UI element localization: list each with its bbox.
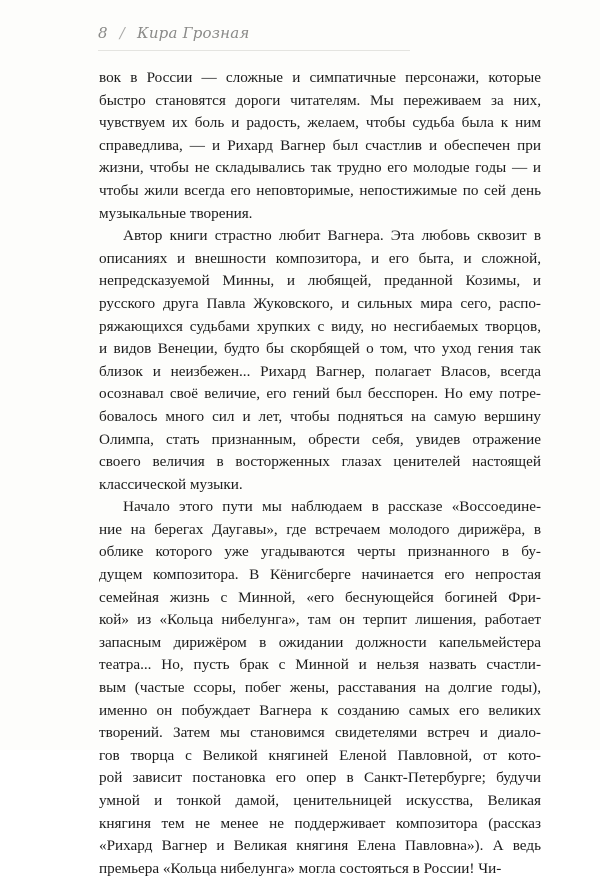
running-header <box>98 24 250 42</box>
text-line: чувствуем их боль и радость, желаем, чтобы судьба была к ним <box>99 114 541 132</box>
running-title: Кира Грозная <box>137 24 250 42</box>
page-number: 8 <box>98 24 108 42</box>
text-line: справедлива, — и Рихард Вагнер был счастлив и обеспечен при <box>99 136 541 154</box>
text-line: бовалось много сил и лет, чтобы подняться на самую вершину <box>99 407 541 425</box>
text-line: умной и тонкой дамой, ценительницей искусства, Великая <box>99 792 541 809</box>
text-line: премьера «Кольца нибелунга» могла состояться в России! Чи- <box>99 859 502 877</box>
text-line: вым (частые ссоры, побег жены, расставания на долгие годы), <box>99 679 541 697</box>
header-separator: / <box>119 24 126 42</box>
text-line: княгиня тем не менее не поддерживает композитора (рассказ <box>99 814 541 832</box>
text-line: гов творца с Великой княгиней Еленой Павловной, от кото- <box>99 746 541 764</box>
text-line: жизни, чтобы не складывались так трудно его молодые годы — и <box>99 159 541 177</box>
text-line: рой зависит постановка его опер в Санкт-Петербурге; будучи <box>99 769 541 787</box>
text-line: быстро становятся дороги читателям. Мы переживаем за них, <box>99 91 541 109</box>
text-line: «Рихард Вагнер и Великая княгиня Елена Павловна»). А ведь <box>99 837 541 855</box>
body-text <box>99 67 541 880</box>
text-line: Олимпа, стать признанным, обрести себя, увидев отражение <box>99 430 541 448</box>
text-line: дущем композитора. В Кёнигсберге начинается его непростая <box>99 566 541 584</box>
text-line: театра... Но, пусть брак с Минной и нельзя назвать счастли- <box>99 656 541 674</box>
paragraph <box>99 225 541 496</box>
text-line: облике которого уже угадываются черты признанного в бу- <box>99 543 541 561</box>
text-line: музыкальные творения. <box>99 204 253 222</box>
paragraph <box>99 496 541 880</box>
text-line: именно он побуждает Вагнера к созданию самых его великих <box>99 701 541 719</box>
text-line: чтобы жили всегда его неповторимые, непостижимые по сей день <box>99 181 541 199</box>
text-line: ние на берегах Даугавы», где встречаем молодого дирижёра, в <box>99 520 541 538</box>
text-line: кой» из «Кольца нибелунга», там он терпит лишения, работает <box>99 611 541 629</box>
text-line: близок и неизбежен... Рихард Вагнер, полагает Власов, всегда <box>99 362 541 380</box>
text-line: своего величия в восторженных глазах ценителей настоящей <box>99 453 541 471</box>
paragraph <box>99 67 541 225</box>
text-line: вок в России — сложные и симпатичные персонажи, которые <box>99 69 541 86</box>
text-line: запасным дирижёром в ожидании должности капельмейстера <box>99 633 541 651</box>
header-rule <box>98 50 410 51</box>
text-line: ряжающихся судьбами хрупких с виду, но несгибаемых творцов, <box>99 317 541 335</box>
text-line: русского друга Павла Жуковского, и сильных мира сего, распо- <box>99 294 541 312</box>
text-line: Автор книги страстно любит Вагнера. Эта любовь сквозит в <box>123 227 541 245</box>
text-line: классической музыки. <box>99 475 243 493</box>
text-line: семейная жизнь с Минной, «его беснующейся богиней Фри- <box>99 588 541 606</box>
text-line: творений. Затем мы становимся свидетелями встреч и диало- <box>99 724 541 742</box>
text-line: осознавал своё величие, его гений был бесспорен. Но ему потре- <box>99 385 541 403</box>
text-line: Начало этого пути мы наблюдаем в рассказе «Воссоедине- <box>123 498 541 516</box>
text-line: непредсказуемой Минны, и любящей, преданной Козимы, и <box>99 272 541 290</box>
text-line: и видов Венеции, будто бы скорбящей о том, что уход гения так <box>99 340 541 358</box>
text-line: описаниях и внешности композитора, и его быта, и сложной, <box>99 249 541 267</box>
